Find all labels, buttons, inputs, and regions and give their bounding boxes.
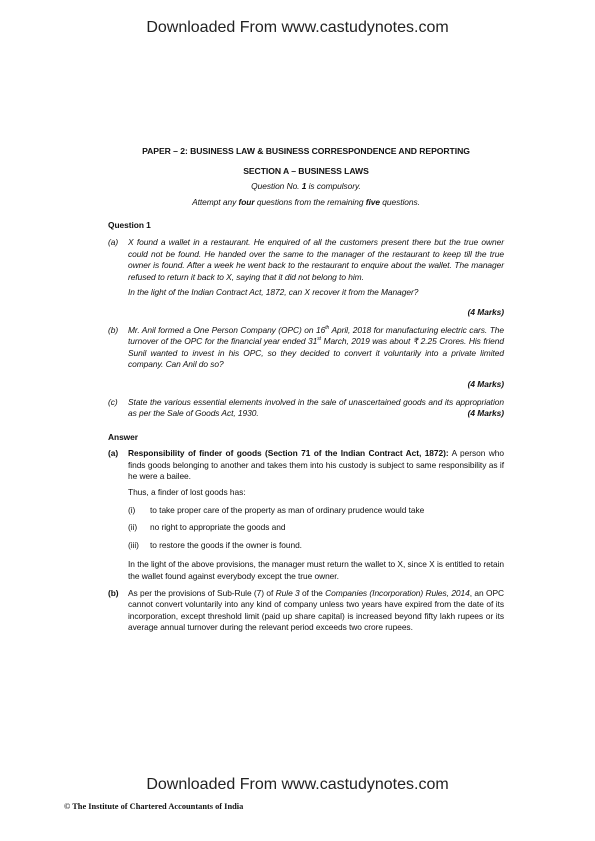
list-text: no right to appropriate the goods and: [150, 522, 286, 533]
question-a: [108, 237, 504, 283]
text-run: April, 2018 for manufacturing electric cars. The turnover of the OPC for the financial year ended 31: [128, 324, 504, 347]
list-item: [128, 505, 504, 517]
section-title: SECTION A – BUSINESS LAWS: [243, 165, 369, 176]
list-label: (iii): [128, 539, 139, 550]
answer-a-conclusion: In the light of the above provisions, the manager must return the wallet to X, since X is entitled to retain the wallet found against everybody except the true owner.: [128, 559, 504, 582]
instr-number: 1: [301, 181, 307, 192]
document-body: [108, 146, 504, 638]
marks-label: (4 Marks): [467, 408, 504, 419]
marks-label: (4 Marks): [467, 306, 504, 317]
question-c: [108, 397, 504, 420]
answer-b-text: [128, 588, 504, 634]
download-banner-bottom: Downloaded From www.castudynotes.com: [146, 776, 449, 793]
list-text: to restore the goods if the owner is found.: [150, 539, 302, 550]
question-a-prompt: In the light of the Indian Contract Act, 1872, can X recover it from the Manager?: [128, 287, 419, 298]
answer-a: [108, 448, 504, 483]
list-label: (ii): [128, 522, 138, 533]
list-label: (i): [128, 504, 136, 515]
text-run: March, 2019 was about ₹ 2.25 Crores. His friend Sunil wanted to invest in his OPC, so they decided to convert it voluntarily into a private limited company. Can Anil do so?: [128, 336, 504, 370]
answer-a-body: [128, 448, 504, 483]
question-heading: Question 1: [108, 220, 151, 231]
text-run: As per the provisions of Sub-Rule (7) of: [128, 587, 276, 598]
answer-a-title: Responsibility of finder of goods (Section 71 of the Indian Contract Act, 1872):: [128, 448, 449, 459]
instruction-attempt: [108, 197, 504, 209]
item-label: (b): [108, 324, 119, 335]
instr-text: is compulsory.: [306, 181, 361, 192]
text-run-italic: Rule 3: [275, 587, 300, 598]
superscript: st: [317, 336, 321, 343]
answer-a-text: A person who finds goods belonging to another and takes them into his custody is subject to same responsibility as if he were a bailee.: [128, 448, 504, 482]
text-run-italic: Companies (Incorporation) Rules, 2014: [325, 587, 470, 598]
list-text: to take proper care of the property as man of ordinary prudence would take: [150, 504, 425, 515]
answer-a-intro: Thus, a finder of lost goods has:: [128, 487, 246, 498]
item-label: (c): [108, 396, 118, 407]
item-label: (b): [108, 587, 119, 598]
item-label: (a): [108, 236, 119, 247]
instr-bold: five: [365, 196, 380, 207]
item-label: (a): [108, 448, 119, 459]
copyright-footer: © The Institute of Chartered Accountants of India: [64, 802, 244, 811]
text-run: , an OPC cannot convert voluntarily into any kind of company unless two years have expired from the date of its incorporation, except threshold limit (paid up share capital) is increased beyond fifty lakh rupees or its average annual turnover during the relevant period exceeds two crore rupees.: [128, 587, 504, 633]
question-b-text: [128, 325, 504, 371]
answer-b: [108, 588, 504, 634]
question-c-body: [128, 397, 504, 420]
download-banner-top: Downloaded From www.castudynotes.com: [146, 19, 449, 36]
question-c-text: State the various essential elements involved in the sale of unascertained goods and its appropriation as per the Sale of Goods Act, 1930.: [128, 396, 504, 419]
question-b: [108, 325, 504, 371]
marks-label: (4 Marks): [467, 378, 504, 389]
text-run: of the: [299, 587, 326, 598]
list-item: [128, 540, 504, 552]
instr-text: questions.: [379, 196, 420, 207]
instr-bold: four: [238, 196, 255, 207]
superscript: th: [325, 324, 330, 331]
instr-text: Attempt any: [192, 196, 239, 207]
instr-text: Question No.: [251, 181, 302, 192]
question-a-text: X found a wallet in a restaurant. He enquired of all the customers present there but the true owner could not be found. He handed over the same to the manager of the restaurant to keep till the true owner is found. After a week he went back to the restaurant to enquire about the wallet. The manager refused to return it back to X, saying that it did not belong to him.: [128, 236, 504, 282]
instr-text: questions from the remaining: [254, 196, 366, 207]
answer-heading: Answer: [108, 431, 138, 442]
paper-title: PAPER – 2: BUSINESS LAW & BUSINESS CORRESPONDENCE AND REPORTING: [142, 146, 470, 156]
list-item: [128, 522, 504, 534]
instruction-compulsory: [108, 181, 504, 193]
text-run: Mr. Anil formed a One Person Company (OPC) on 16: [128, 324, 326, 335]
